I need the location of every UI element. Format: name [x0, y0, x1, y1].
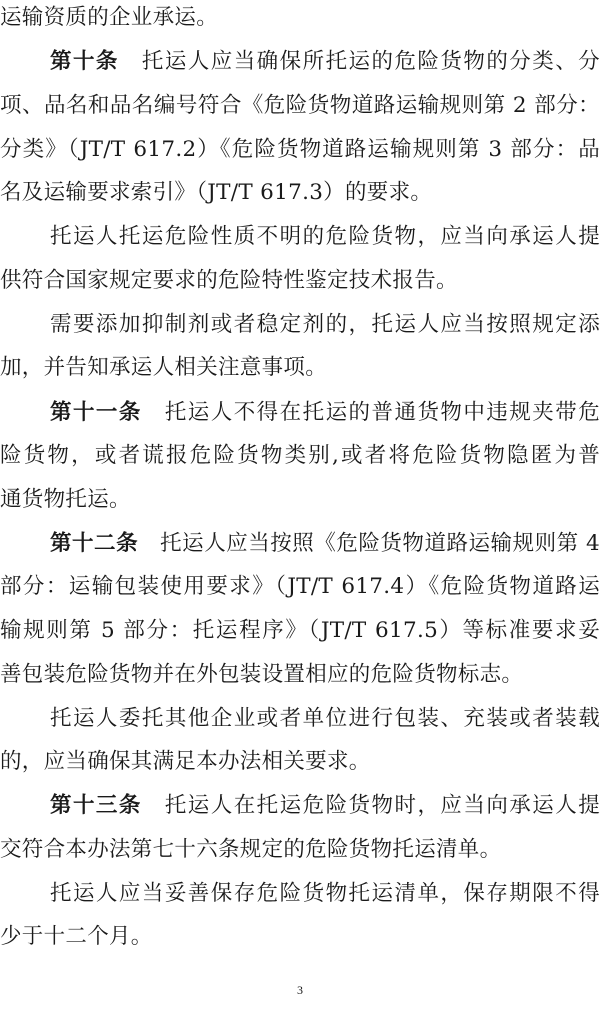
text-line [0, 616, 600, 646]
line-text: 托运人托运危险性质不明的危险货物，应当向承运人提 [50, 224, 600, 249]
text-line [0, 178, 600, 208]
text-line [0, 747, 600, 777]
text-line [0, 572, 600, 602]
article-heading: 第十三条 [50, 793, 165, 818]
line-text: 交符合本办法第七十六条规定的危险货物托运清单。 [0, 837, 502, 862]
line-text: 分类》（JT/T 617.2）《危险货物道路运输规则第 3 部分：品 [0, 137, 600, 162]
line-text: 加，并告知承运人相关注意事项。 [0, 355, 328, 380]
text-line [50, 791, 600, 821]
text-line [0, 441, 600, 471]
text-line [50, 310, 600, 340]
line-text: 托运人不得在托运的普通货物中违规夹带危 [164, 400, 600, 425]
page-number: 3 [297, 983, 303, 997]
line-text: 运输资质的企业承运。 [0, 5, 219, 30]
text-line [50, 529, 600, 559]
line-text: 通货物托运。 [0, 487, 131, 512]
text-line [0, 266, 600, 296]
text-line [50, 398, 600, 428]
line-text: 供符合国家规定要求的危险特性鉴定技术报告。 [0, 268, 458, 293]
line-text: 输规则第 5 部分：托运程序》（JT/T 617.5）等标准要求妥 [0, 618, 600, 643]
line-text: 的，应当确保其满足本办法相关要求。 [0, 749, 371, 774]
line-text: 托运人应当按照《危险货物道路运输规则第 4 [160, 531, 600, 556]
line-text: 部分：运输包装使用要求》（JT/T 617.4）《危险货物道路运 [0, 574, 600, 599]
article-heading: 第十条 [50, 49, 142, 74]
text-line [0, 922, 600, 952]
text-line [0, 835, 600, 865]
text-line [50, 704, 600, 734]
text-line [0, 660, 600, 690]
line-text: 托运人在托运危险货物时，应当向承运人提 [164, 793, 600, 818]
text-line [50, 222, 600, 252]
text-line [0, 485, 600, 515]
text-line [0, 3, 600, 33]
text-line [50, 47, 600, 77]
line-text: 托运人委托其他企业或者单位进行包装、充装或者装载 [50, 706, 600, 731]
text-line [0, 91, 600, 121]
article-heading: 第十二条 [50, 531, 161, 556]
line-text: 名及运输要求索引》（JT/T 617.3）的要求。 [0, 180, 433, 205]
text-line [50, 879, 600, 909]
line-text: 需要添加抑制剂或者稳定剂的，托运人应当按照规定添 [50, 312, 600, 337]
line-text: 险货物，或者谎报危险货物类别,或者将危险货物隐匿为普 [0, 443, 600, 468]
line-text: 善包装危险货物并在外包装设置相应的危险货物标志。 [0, 662, 524, 687]
text-line [0, 353, 600, 383]
line-text: 少于十二个月。 [0, 924, 153, 949]
line-text: 托运人应当妥善保存危险货物托运清单，保存期限不得 [50, 881, 600, 906]
text-line [0, 135, 600, 165]
line-text: 项、品名和品名编号符合《危险货物道路运输规则第 2 部分： [0, 93, 600, 118]
line-text: 托运人应当确保所托运的危险货物的分类、分 [141, 49, 600, 74]
article-heading: 第十一条 [50, 400, 165, 425]
